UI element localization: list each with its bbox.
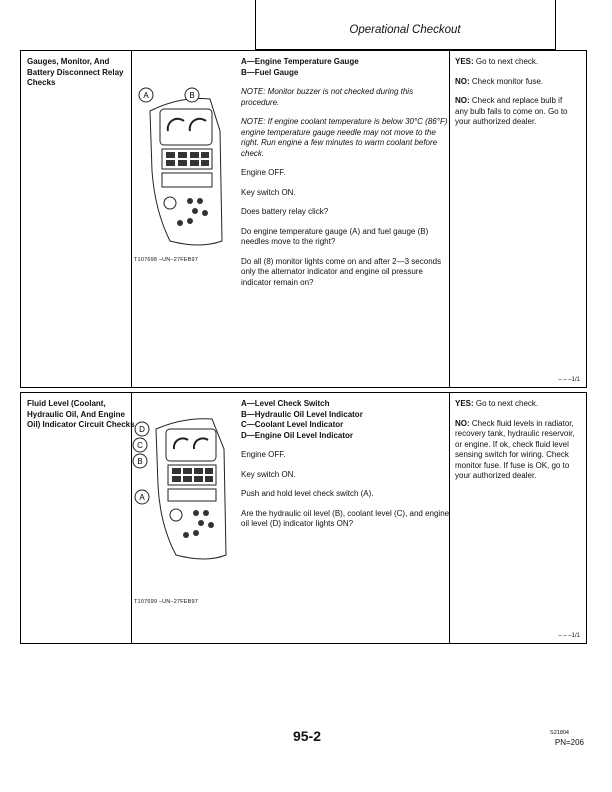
result-column — [449, 51, 450, 387]
results — [455, 57, 575, 137]
result-lead: YES: — [455, 399, 474, 408]
svg-text:B: B — [137, 457, 143, 466]
result-text: Go to next check. — [473, 57, 539, 66]
section-title: Fluid Level (Coolant, Hydraulic Oil, And Engine Oil) Indicator Circuit Checks — [27, 399, 135, 429]
step: Do all (8) monitor lights come on and after 2—3 seconds only the alternator indicator and engine oil pressure indicator remain on? — [241, 256, 442, 287]
label-line: A—Engine Temperature Gauge — [241, 57, 359, 66]
monitor-panel-figure — [140, 91, 236, 251]
svg-text:B: B — [189, 91, 195, 100]
note: NOTE: Monitor buzzer is not checked during this procedure. — [241, 87, 414, 107]
result-text: Check fluid levels in radiator, recovery tank, hydraulic reservoir, or engine. If ok, check fluid level sensing switch for wiring. Check monitor fuse. If fuse is OK, go to your authorized dealer. — [455, 418, 575, 480]
check-section-fluid-level — [20, 392, 587, 644]
result-lead: NO: — [455, 76, 470, 86]
procedure-text — [241, 57, 451, 297]
page-number: 95-2 — [292, 728, 322, 744]
callout-b-icon — [132, 453, 148, 469]
results — [455, 399, 575, 491]
label-line: A—Level Check Switch — [241, 399, 330, 408]
section-title: Gauges, Monitor, And Battery Disconnect Relay Checks — [27, 57, 124, 87]
check-section-gauges — [20, 50, 587, 388]
callout-b-icon — [184, 87, 200, 103]
step: Key switch ON. — [241, 469, 296, 479]
svg-text:A: A — [139, 493, 145, 502]
svg-text:C: C — [137, 441, 143, 450]
result-lead: YES: — [455, 57, 474, 66]
document-code: S21804 — [550, 730, 569, 736]
end-mark: – – –1/1 — [558, 633, 580, 639]
step: Engine OFF. — [241, 168, 286, 177]
svg-text:A: A — [143, 91, 149, 100]
page-header-title: Operational Checkout — [349, 24, 461, 36]
result-column — [449, 393, 450, 643]
callout-a-icon — [134, 489, 150, 505]
figure-column — [131, 393, 236, 643]
result-text: Check monitor fuse. — [469, 76, 544, 86]
label-line: B—Fuel Gauge — [241, 67, 299, 77]
figure-column — [131, 51, 236, 387]
note: NOTE: If engine coolant temperature is below 30°C (86°F) engine temperature gauge needle may not move to the right. Run engine a few minutes to warm coolant before check. — [241, 117, 448, 158]
callout-c-icon — [132, 437, 148, 453]
figure-caption: T107698 –UN–27FEB97 — [134, 257, 199, 263]
step: Are the hydraulic oil level (B), coolant level (C), and engine oil level (D) indicator lights ON? — [241, 508, 450, 528]
result-text: Go to next check. — [473, 399, 539, 408]
label-line: D—Engine Oil Level Indicator — [241, 430, 354, 440]
figure-caption: T107699 –UN–27FEB97 — [134, 599, 199, 605]
step: Key switch ON. — [241, 187, 296, 197]
result-lead: NO: — [455, 418, 470, 428]
header-frame-right — [555, 0, 556, 50]
end-mark: – – –1/1 — [558, 377, 580, 383]
svg-text:D: D — [139, 425, 145, 434]
step: Push and hold level check switch (A). — [241, 489, 374, 498]
level-panel-figure — [150, 415, 236, 565]
pn-number: PN=206 — [554, 738, 584, 747]
label-line: C—Coolant Level Indicator — [241, 420, 344, 429]
label-line: B—Hydraulic Oil Level Indicator — [241, 409, 363, 419]
callout-d-icon — [134, 421, 150, 437]
step: Do engine temperature gauge (A) and fuel gauge (B) needles move to the right? — [241, 226, 429, 246]
callout-a-icon — [138, 87, 154, 103]
step: Engine OFF. — [241, 450, 286, 459]
procedure-text — [241, 399, 451, 539]
step: Does battery relay click? — [241, 207, 329, 216]
result-text: Check and replace bulb if any bulb fails to come on. Go to your authorized dealer. — [455, 96, 568, 126]
result-lead: NO: — [455, 96, 470, 105]
